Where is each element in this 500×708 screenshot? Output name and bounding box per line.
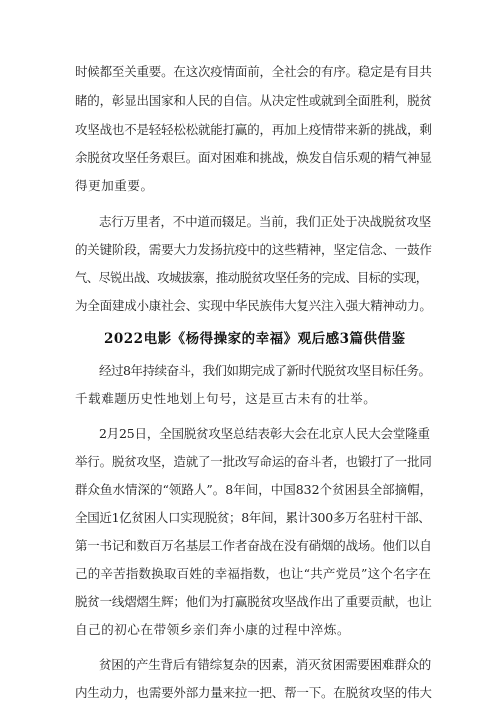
paragraph-1-line-3: 攻坚战也不是轻轻松松就能打赢的，再加上疫情带来新的挑战，剩: [75, 122, 432, 137]
paragraph-4-line-4: 全国近1亿贫困人口实现脱贫；8年间，累计300多万名驻村干部、: [75, 510, 431, 525]
paragraph-4-line-5: 第一书记和数百万名基层工作者奋战在没有硝烟的战场。他们以自: [75, 538, 432, 553]
paragraph-4-line-1: 2月25日，全国脱贫攻坚总结表彰大会在北京人民大会堂隆重: [99, 426, 430, 441]
paragraph-3-line-2: 千载难题历史性地划上句号，这是亘古未有的壮举。: [75, 391, 377, 406]
paragraph-4-line-3: 群众鱼水情深的“领路人”。8年间，中国832个贫困县全部摘帽，: [75, 482, 433, 497]
paragraph-4-line-7: 脱贫一线熠熠生辉；他们为打赢脱贫攻坚战作出了重要贡献，也让: [75, 594, 432, 609]
paragraph-3-line-1: 经过8年持续奋斗，我们如期完成了新时代脱贫攻坚目标任务。: [99, 363, 431, 378]
section-heading: 2022电影《杨得操家的幸福》观后感3篇供借鉴: [104, 331, 406, 347]
paragraph-5-line-2: 内生动力，也需要外部力量来拉一把、帮一下。在脱贫攻坚的伟大: [75, 685, 432, 700]
paragraph-1-line-2: 睹的，彰显出国家和人民的自信。从决定性或就到全面胜利，脱贫: [75, 93, 432, 108]
paragraph-1-line-4: 余脱贫攻坚任务艰巨。面对困难和挑战，焕发自信乐观的精气神显: [75, 150, 432, 165]
paragraph-2-line-2: 的关键阶段，需要大力发扬抗疫中的这些精神，坚定信念、一鼓作: [75, 242, 432, 257]
paragraph-2-line-4: 为全面建成小康社会、实现中华民族伟大复兴注入强大精神动力。: [75, 298, 432, 313]
paragraph-2-line-3: 气、尽锐出战、攻城拔寨，推动脱贫攻坚任务的完成、目标的实现，: [75, 271, 428, 285]
paragraph-1-line-5: 得更加重要。: [75, 178, 154, 193]
paragraph-2-line-1: 志行万里者，不中道而辍足。当前，我们正处于决战脱贫攻坚: [99, 214, 432, 229]
paragraph-1-line-1: 时候都至关重要。在这次疫情面前，全社会的有序。稳定是有目共: [75, 64, 432, 79]
paragraph-4-line-2: 举行。脱贫攻坚，造就了一批改写命运的奋斗者，也锻打了一批同: [75, 454, 432, 469]
paragraph-4-line-6: 己的辛苦指数换取百姓的幸福指数，也让“共产党员”这个名字在: [75, 566, 432, 581]
paragraph-5-line-1: 贫困的产生背后有错综复杂的因素，消灭贫困需要困难群众的: [99, 657, 432, 672]
paragraph-4-line-8: 自己的初心在带领乡亲们奔小康的过程中淬炼。: [75, 622, 351, 637]
